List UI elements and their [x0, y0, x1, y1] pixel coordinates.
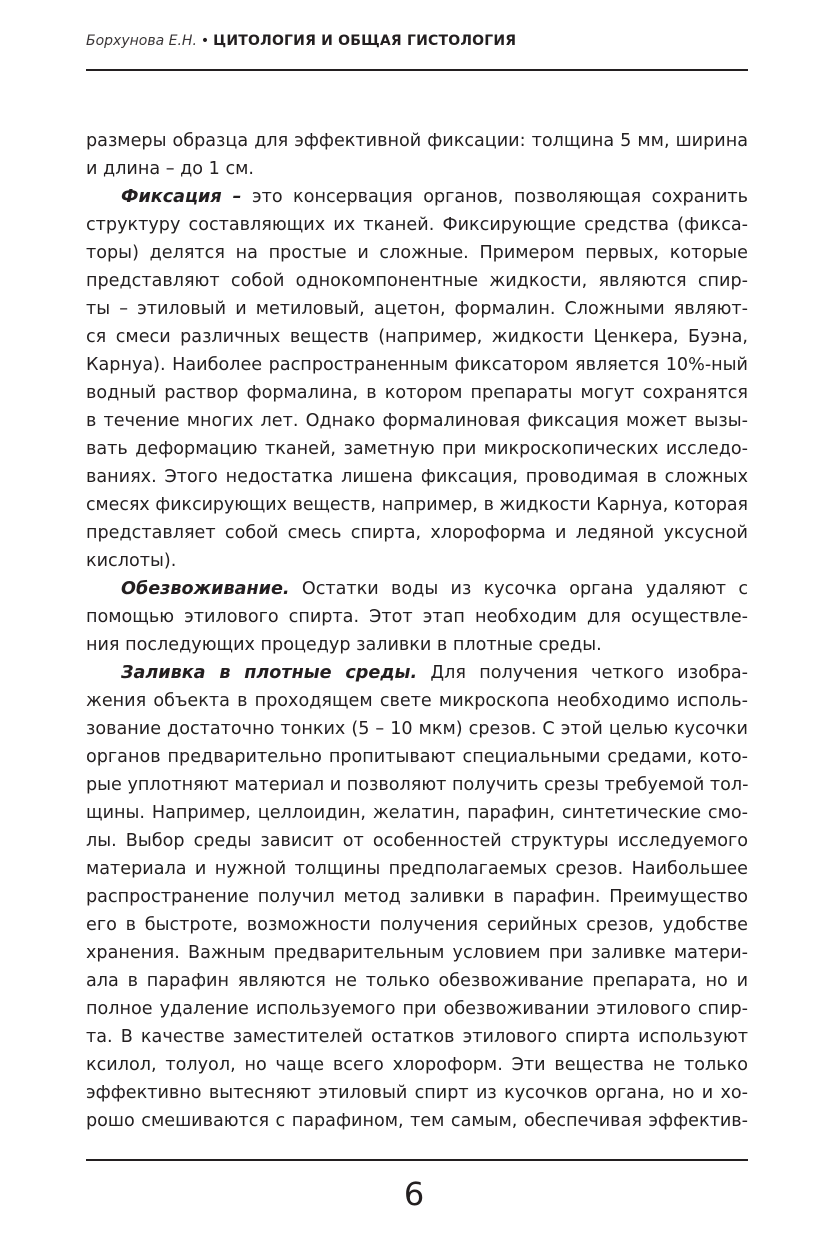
page-body — [86, 127, 748, 1135]
text-line: щины. Например, целлоидин, желатин, парафин, синтетические смо- — [86, 803, 748, 823]
text-line: ты – этиловый и метиловый, ацетон, формалин. Сложными являют- — [86, 299, 748, 319]
footer-rule — [86, 1159, 748, 1161]
text-line: помощью этилового спирта. Этот этап необходим для осуществле- — [86, 607, 748, 627]
text-line: ся смеси различных веществ (например, жидкости Ценкера, Буэна, — [86, 327, 748, 347]
text-line: Для получения четкого изобра- — [430, 663, 748, 683]
text-line: его в быстроте, возможности получения серийных срезов, удобстве — [86, 915, 748, 935]
text-line: представляют собой однокомпонентные жидкости, являются спир- — [86, 271, 748, 291]
running-header — [86, 31, 748, 51]
text-line: Карнуа). Наиболее распространенным фиксатором является 10%-ный — [86, 355, 748, 375]
text-line: ваниях. Этого недостатка лишена фиксация, проводимая в сложных — [86, 467, 748, 487]
text-line: смесях фиксирующих веществ, например, в жидкости Карнуа, которая — [86, 495, 748, 515]
text-line: вать деформацию тканей, заметную при микроскопических исследо- — [86, 439, 748, 459]
text-line: представляет собой смесь спирта, хлороформа и ледяной уксусной — [86, 523, 748, 543]
text-line: и длина – до 1 см. — [86, 159, 254, 179]
text-line: жения объекта в проходящем свете микроскопа необходимо исполь- — [86, 691, 748, 711]
text-line: хранения. Важным предварительным условием при заливке матери- — [86, 943, 748, 963]
term-fixation: Фиксация – — [121, 187, 242, 207]
paragraph-embedding-start — [86, 659, 748, 687]
text-line: ксилол, толуол, но чаще всего хлороформ. Эти вещества не только — [86, 1055, 748, 1075]
text-line: в течение многих лет. Однако формалиновая фиксация может вызы- — [86, 411, 748, 431]
text-line: водный раствор формалина, в котором препараты могут сохранятся — [86, 383, 748, 403]
text-line: зование достаточно тонких (5 – 10 мкм) срезов. С этой целью кусочки — [86, 719, 748, 739]
text-line: размеры образца для эффективной фиксации: толщина 5 мм, ширина — [86, 131, 748, 151]
term-embedding: Заливка в плотные среды. — [121, 663, 418, 683]
header-separator: • — [200, 33, 210, 49]
header-book-title: ЦИТОЛОГИЯ И ОБЩАЯ ГИСТОЛОГИЯ — [213, 33, 517, 49]
header-rule — [86, 69, 748, 71]
text-line: материала и нужной толщины предполагаемых срезов. Наибольшее — [86, 859, 748, 879]
page-number: 6 — [403, 1175, 425, 1213]
text-line: ния последующих процедур заливки в плотные среды. — [86, 635, 602, 655]
text-line: Остатки воды из кусочка органа удаляют с — [301, 579, 748, 599]
text-line: лы. Выбор среды зависит от особенностей структуры исследуемого — [86, 831, 748, 851]
text-line: торы) делятся на простые и сложные. Примером первых, которые — [86, 243, 748, 263]
text-line: кислоты). — [86, 551, 177, 571]
paragraph-fixation-start — [86, 183, 748, 211]
term-dehydration: Обезвоживание. — [121, 579, 290, 599]
text-line: полное удаление используемого при обезвоживании этилового спир- — [86, 999, 748, 1019]
text-line: это консервация органов, позволяющая сохранить — [251, 187, 748, 207]
text-line: распространение получил метод заливки в парафин. Преимущество — [86, 887, 748, 907]
text-line: рые уплотняют материал и позволяют получить срезы требуемой тол- — [86, 775, 748, 795]
text-line: эффективно вытесняют этиловый спирт из кусочков органа, но и хо- — [86, 1083, 748, 1103]
text-line: структуру составляющих их тканей. Фиксирующие средства (фикса- — [86, 215, 748, 235]
header-author: Борхунова Е.Н. — [86, 33, 197, 49]
paragraph-dehydration-start — [86, 575, 748, 603]
text-line: органов предварительно пропитывают специальными средами, кото- — [86, 747, 748, 767]
text-line: рошо смешиваются с парафином, тем самым, обеспечивая эффектив- — [86, 1111, 748, 1131]
text-line: ала в парафин являются не только обезвоживание препарата, но и — [86, 971, 748, 991]
text-line: та. В качестве заместителей остатков этилового спирта используют — [86, 1027, 748, 1047]
